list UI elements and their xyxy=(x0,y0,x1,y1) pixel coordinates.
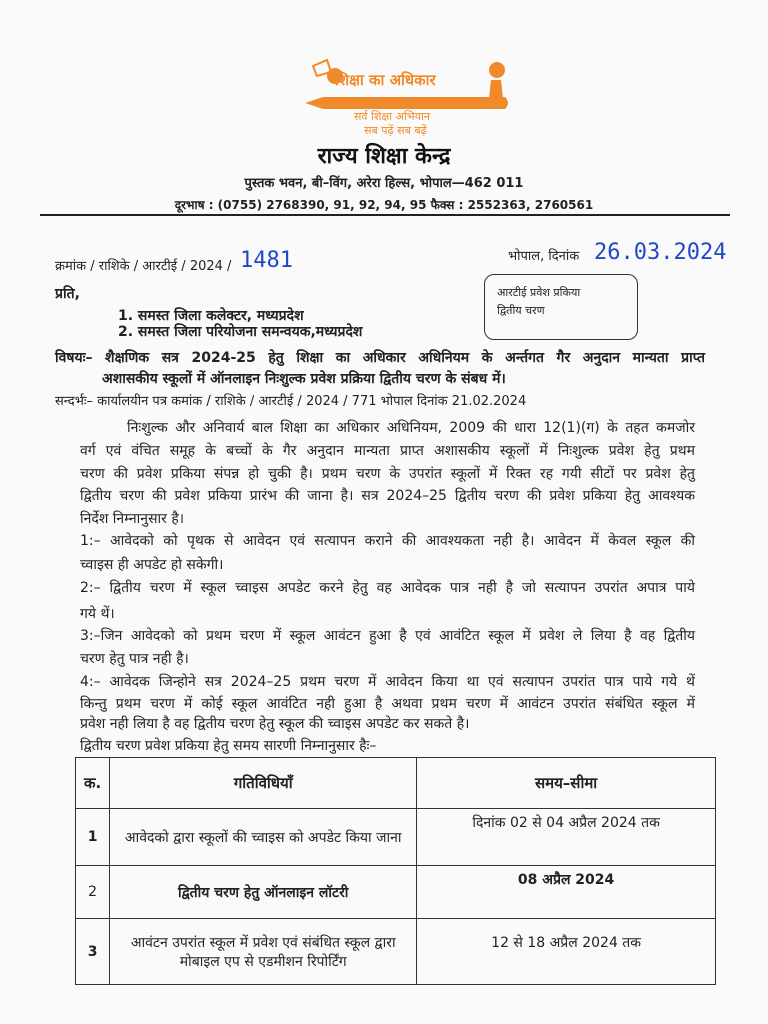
date-handwritten: 26.03.2024 xyxy=(594,240,727,265)
row-deadline: 08 अप्रैल 2024 xyxy=(417,866,716,919)
recipient-item: 1. समस्त जिला कलेक्टर, मध्यप्रदेश xyxy=(118,308,304,324)
address: पुस्तक भवन, बी–विंग, अरेरा हिल्स, भोपाल—462 011 xyxy=(244,176,524,191)
header-deadline: समय–सीमा xyxy=(417,758,716,809)
reference-number-handwritten: 1481 xyxy=(240,248,293,273)
subject-line: विषयः– शैक्षणिक सत्र 2024-25 हेतु शिक्षा का अधिकार अधिनियम के अर्न्तगत गैर अनुदान मान्यता प्राप्त xyxy=(55,350,705,366)
body-line: द्वितीय चरण की प्रवेश प्रकिया प्रारंभ की जाना है। सत्र 2024–25 द्वितीय चरण की प्रवेश प्रकिया हेतु आवश्यक xyxy=(80,488,695,504)
topic-line-2: द्वितीय चरण xyxy=(497,304,545,317)
row-activity: द्वितीय चरण हेतु ऑनलाइन लॉटरी xyxy=(110,866,417,919)
table-row xyxy=(76,866,716,919)
table-row xyxy=(76,809,716,866)
instruction-1-cont: च्वाइस ही अपडेट हो सकेगी। xyxy=(80,557,224,573)
logo-text: शिक्षा का अधिकार xyxy=(335,71,436,89)
topic-line-1: आरटीई प्रवेश प्रकिया xyxy=(497,286,581,299)
topic-box xyxy=(484,274,638,340)
instruction-4-cont: प्रवेश नही लिया है वह द्वितीय चरण हेतु स्कूल की च्वाइस अपडेट कर सकते है। xyxy=(80,716,470,732)
instruction-3: 3:–जिन आवेदको को प्रथम चरण में स्कूल आवंटन हुआ है एवं आवंटित स्कूल में प्रवेश ले लिया है वह द्वितीय xyxy=(80,628,695,644)
timetable-intro: द्वितीय चरण प्रवेश प्रकिया हेतु समय सारणी निम्नानुसार हैः– xyxy=(80,738,377,754)
row-serial: 2 xyxy=(76,866,110,919)
header-activities: गतिविधियाँ xyxy=(110,758,417,809)
body-line: चरण की प्रवेश प्रकिया संपन्न हो चुकी है। प्रथम चरण के उपरांत स्कूलों में रिक्त रह गयी सीटों पर प्रवेश हेतु xyxy=(80,466,695,482)
body-line: निःशुल्क और अनिवार्य बाल शिक्षा का अधिकार अधिनियम, 2009 की धारा 12(1)(ग) के तहत कमजोर xyxy=(127,420,695,436)
body-line: निर्देश निम्नानुसार है। xyxy=(80,511,185,527)
instruction-2: 2:– द्वितीय चरण में स्कूल च्वाइस अपडेट करने हेतु वह आवेदक पात्र नही है जो सत्यापन उपरांत अपात्र पाये xyxy=(80,580,695,596)
row-activity: आवंटन उपरांत स्कूल में प्रवेश एवं संबंधित स्कूल द्वारा मोबाइल एप से एडमीशन रिपोर्टिंग xyxy=(110,919,417,985)
row-serial: 1 xyxy=(76,809,110,866)
phone-fax: दूरभाष : (0755) 2768390, 91, 92, 94, 95 फैक्स : 2552363, 2760561 xyxy=(174,198,594,212)
body-line: वर्ग एवं वंचित समूह के बच्चों के गैर अनुदान मान्यता प्राप्त अशासकीय स्कूलों में निःशुल्क प्रवेश हेतु प्रथम xyxy=(80,443,695,459)
table-header-row xyxy=(76,758,716,809)
table-row xyxy=(76,919,716,985)
reference-number-label: क्रमांक / राशिके / आरटीई / 2024 / xyxy=(55,259,232,274)
instruction-1: 1:– आवेदको को पृथक से आवेदन एवं सत्यापन कराने की आवश्यकता नही है। आवेदन में केवल स्कूल की xyxy=(80,533,695,549)
timetable xyxy=(75,757,716,985)
header-divider xyxy=(40,214,730,216)
row-serial: 3 xyxy=(76,919,110,985)
instruction-4: 4:– आवेदक जिन्होने सत्र 2024–25 प्रथम चरण में आवेदन किया था एवं सत्यापन उपरांत पात्र पाये गये थें xyxy=(80,674,695,690)
reference-line: सन्दर्भः– कार्यालयीन पत्र कमांक / राशिके / आरटीई / 2024 / 771 भोपाल दिनांक 21.02.2024 xyxy=(55,394,527,409)
tagline-motto: सब पढ़ें सब बढ़ें xyxy=(364,124,427,137)
header-serial: क. xyxy=(76,758,110,809)
row-activity: आवेदको द्वारा स्कूलों की च्वाइस को अपडेट किया जाना xyxy=(110,809,417,866)
row-deadline: 12 से 18 अप्रैल 2024 तक xyxy=(417,919,716,985)
organization-name: राज्य शिक्षा केन्द्र xyxy=(317,144,451,169)
tagline: सर्व शिक्षा अभियान xyxy=(354,110,430,123)
recipients-to: प्रति, xyxy=(55,286,80,302)
subject-line: अशासकीय स्कूलों में ऑनलाइन निःशुल्क प्रवेश प्रक्रिया द्वितीय चरण के संबध में। xyxy=(102,371,506,387)
row-deadline: दिनांक 02 से 04 अप्रैल 2024 तक xyxy=(417,809,716,866)
instruction-4-cont: किन्तु प्रथम चरण में कोई स्कूल आवंटित नही हुआ है अथवा प्रथम चरण में आवंटन उपरांत संबंधित स्कूल में xyxy=(80,696,695,712)
recipient-item: 2. समस्त जिला परियोजना समन्वयक,मध्यप्रदेश xyxy=(118,324,363,340)
date-label: भोपाल, दिनांक xyxy=(508,249,580,264)
instruction-3-cont: चरण हेतु पात्र नही है। xyxy=(80,651,189,667)
instruction-2-cont: गये थें। xyxy=(80,606,115,622)
